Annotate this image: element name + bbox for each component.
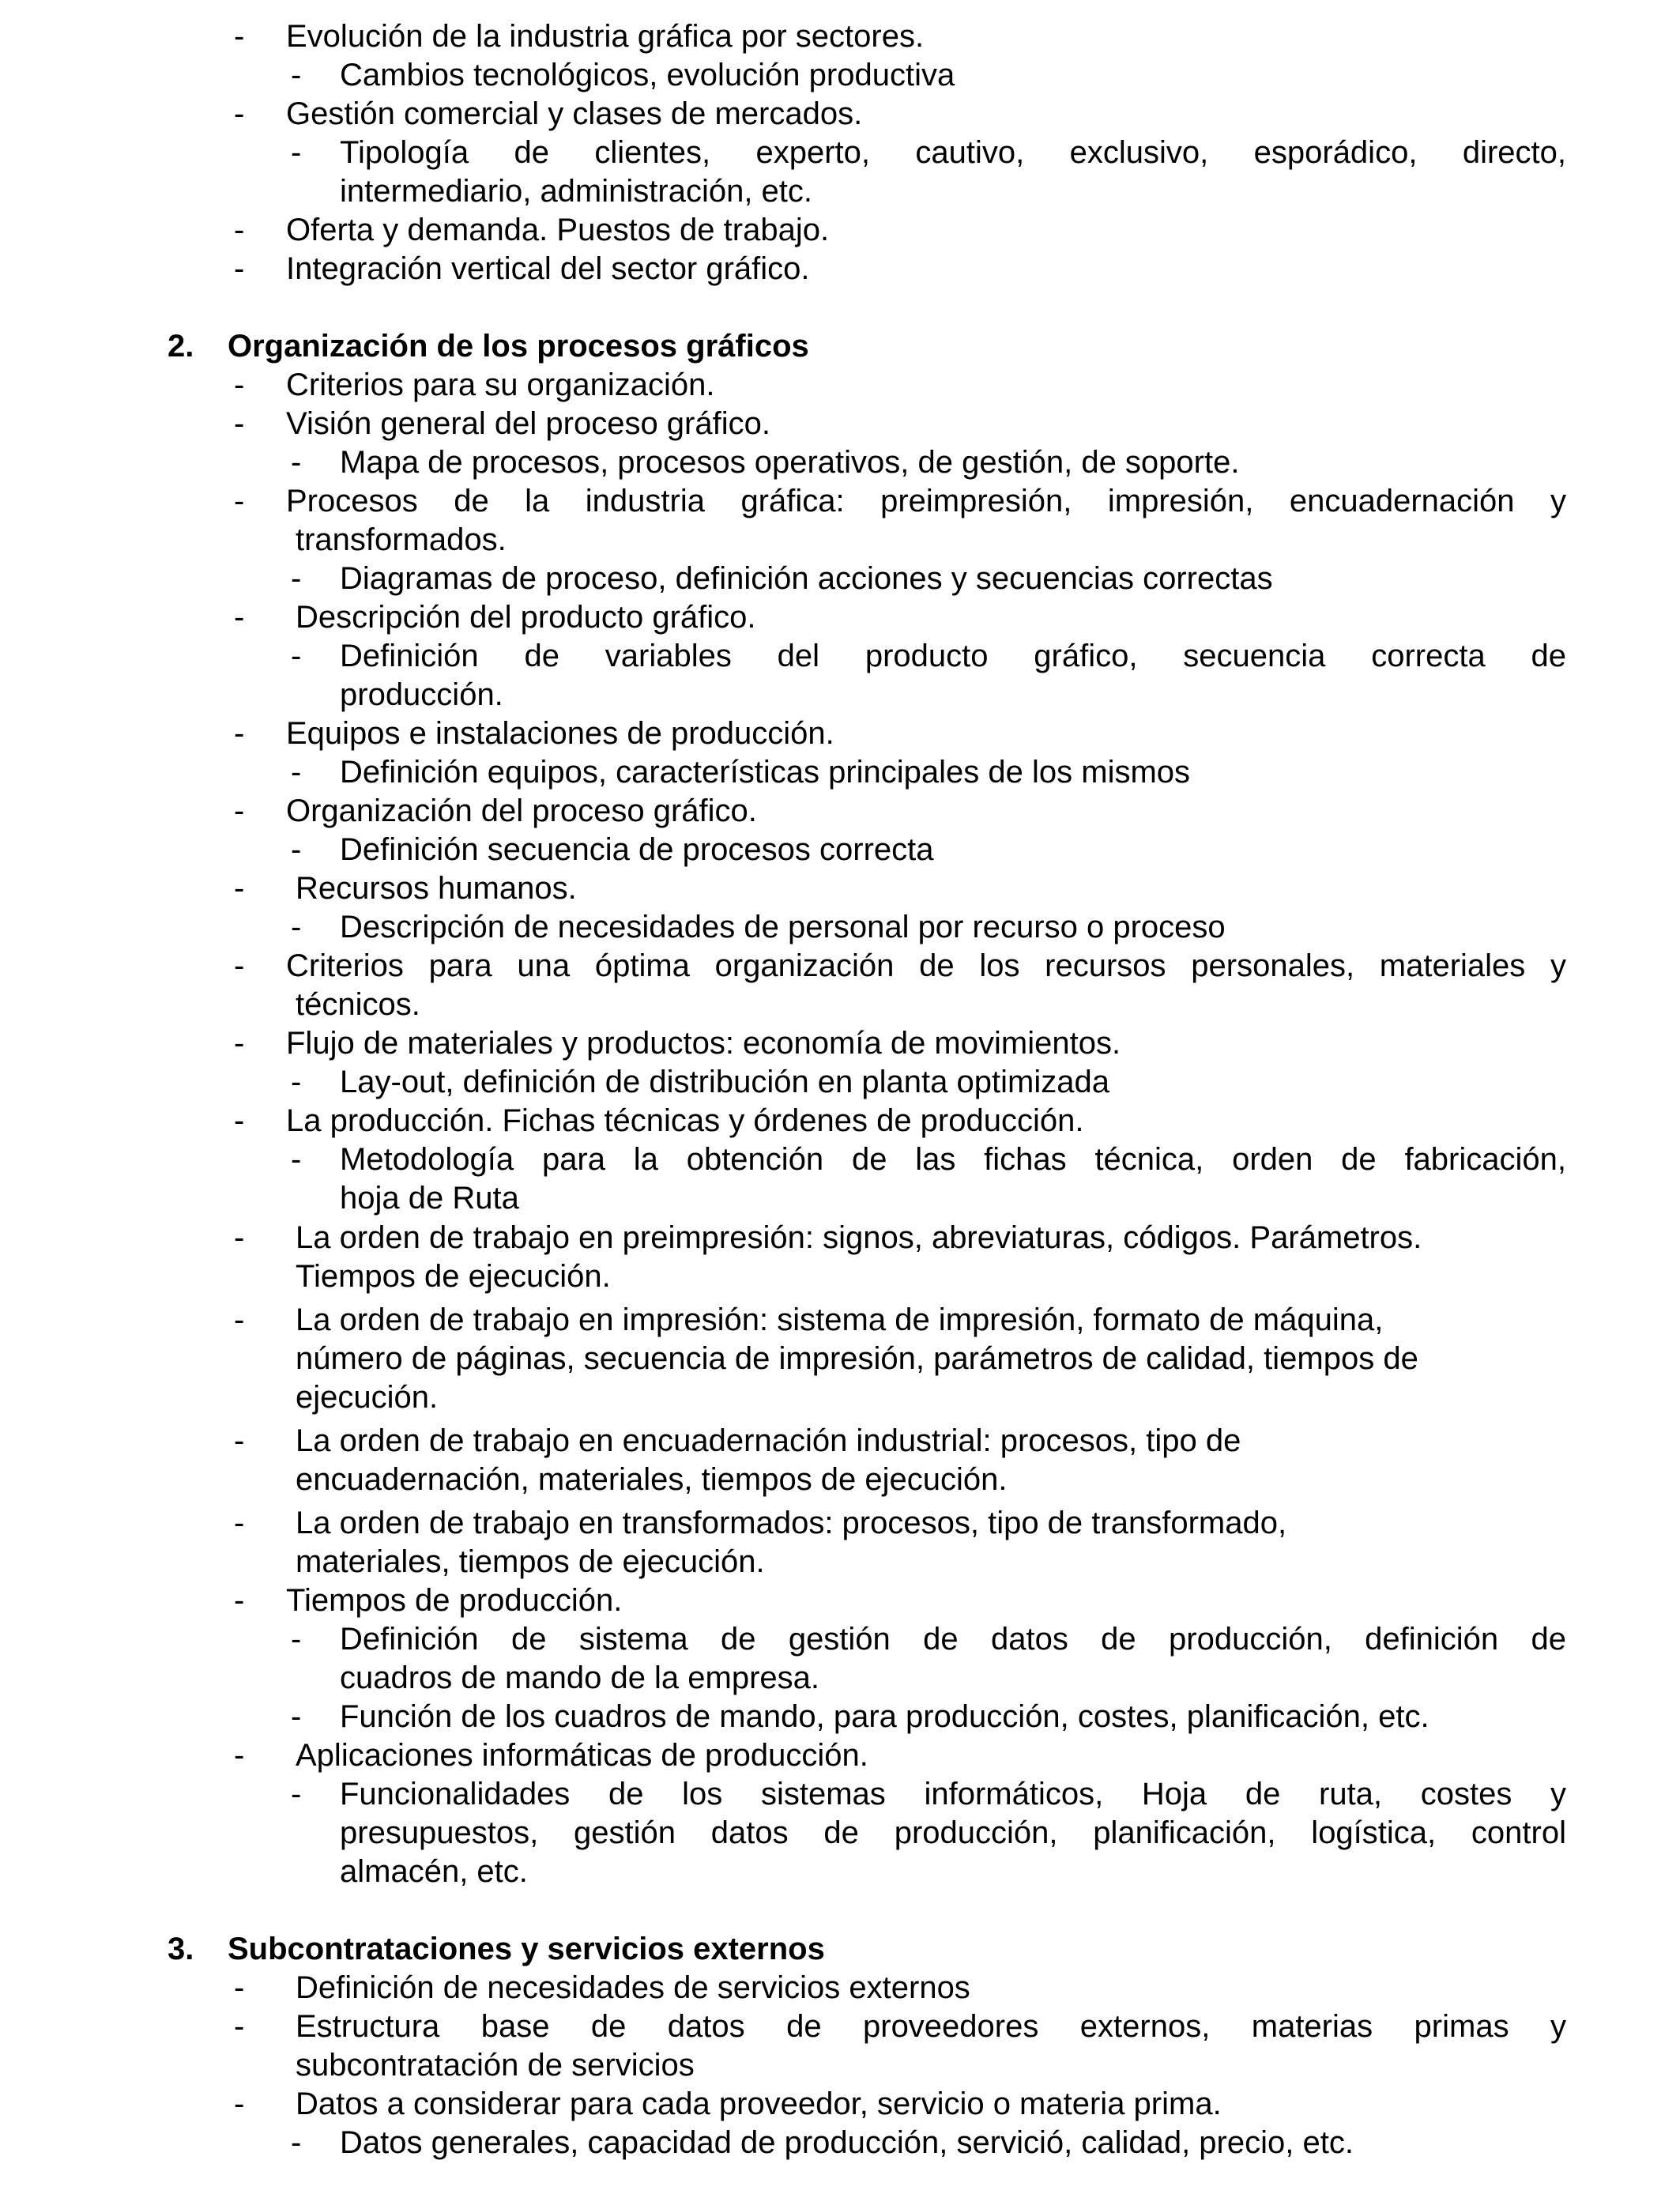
sub-bullet-continuation [0, 172, 1680, 211]
section-heading [0, 327, 1680, 366]
list-dash: - [234, 2009, 245, 2044]
section-title: Subcontrataciones y servicios externos [228, 1932, 825, 1966]
list-dash: - [234, 1506, 245, 1540]
section-heading [0, 1930, 1680, 1969]
line-text: producción. [340, 677, 503, 712]
line-text: Criterios para una óptima organización de los recursos personales, materiales y [286, 948, 1566, 983]
line-text: Cambios tecnológicos, evolución productiva [340, 58, 955, 92]
bullet-item [0, 792, 1680, 831]
section-number: 2. [168, 329, 194, 364]
sub-bullet-item [0, 908, 1680, 947]
list-dash: - [234, 871, 245, 906]
bullet-item [0, 95, 1680, 134]
sub-bullet-continuation [0, 1659, 1680, 1698]
line-text: Tipología de clientes, experto, cautivo, exclusivo, esporádico, directo, [340, 135, 1566, 170]
sub-bullet-item [0, 831, 1680, 869]
line-text: Aplicaciones informáticas de producción. [296, 1738, 868, 1773]
list-dash: - [291, 1622, 302, 1657]
line-text: Organización del proceso gráfico. [286, 794, 757, 828]
section-title: Organización de los procesos gráficos [228, 329, 809, 364]
line-text: La orden de trabajo en preimpresión: signos, abreviaturas, códigos. Parámetros. [296, 1220, 1422, 1255]
sub-bullet-continuation [0, 1853, 1680, 1891]
sub-bullet-item [0, 56, 1680, 95]
list-dash: - [291, 445, 302, 480]
bullet-item [0, 250, 1680, 288]
line-text: técnicos. [296, 987, 420, 1022]
line-text: Recursos humanos. [296, 871, 577, 906]
list-dash: - [291, 1699, 302, 1734]
list-dash: - [291, 135, 302, 170]
line-text: Definición de sistema de gestión de datos de producción, definición de [340, 1622, 1566, 1657]
line-text: Definición equipos, características principales de los mismos [340, 755, 1191, 790]
line-text: presupuestos, gestión datos de producción, planificación, logística, control [340, 1815, 1566, 1850]
section-number: 3. [168, 1932, 194, 1966]
line-text: Oferta y demanda. Puestos de trabajo. [286, 213, 830, 247]
line-text: Funcionalidades de los sistemas informáticos, Hoja de ruta, costes y [340, 1777, 1566, 1811]
sub-bullet-item [0, 1063, 1680, 1102]
line-text: cuadros de mando de la empresa. [340, 1661, 820, 1695]
bullet-item [0, 1969, 1680, 2007]
list-dash: - [234, 1583, 245, 1618]
line-text: Diagramas de proceso, definición acciones y secuencias correctas [340, 561, 1273, 596]
sub-bullet-item [0, 637, 1680, 676]
line-text: Definición de necesidades de servicios externos [296, 1970, 970, 2005]
line-text: Definición de variables del producto gráfico, secuencia correcta de [340, 639, 1566, 673]
line-text: Visión general del proceso gráfico. [286, 406, 770, 441]
bullet-item [0, 1219, 1680, 1257]
bullet-item [0, 2085, 1680, 2124]
list-dash: - [234, 1302, 245, 1337]
list-dash: - [234, 96, 245, 131]
sub-bullet-item [0, 1140, 1680, 1179]
line-text: Tiempos de producción. [286, 1583, 623, 1618]
bullet-continuation [0, 986, 1680, 1024]
sub-bullet-continuation [0, 1179, 1680, 1218]
list-dash: - [234, 1738, 245, 1773]
bullet-continuation [0, 1543, 1680, 1581]
list-dash: - [291, 832, 302, 867]
line-text: Evolución de la industria gráfica por sectores. [286, 19, 925, 54]
list-dash: - [234, 2087, 245, 2121]
line-text: Criterios para su organización. [286, 368, 715, 402]
line-text: intermediario, administración, etc. [340, 174, 813, 209]
bullet-item [0, 1301, 1680, 1340]
line-text: Procesos de la industria gráfica: preimpresión, impresión, encuadernación y [286, 484, 1566, 518]
sub-bullet-item [0, 1775, 1680, 1814]
list-dash: - [291, 910, 302, 944]
list-dash: - [234, 484, 245, 518]
sub-bullet-item [0, 134, 1680, 172]
bullet-continuation [0, 1340, 1680, 1378]
line-text: La orden de trabajo en impresión: sistema de impresión, formato de máquina, [296, 1302, 1384, 1337]
bullet-item [0, 482, 1680, 521]
line-text: ejecución. [296, 1380, 439, 1415]
bullet-item [0, 17, 1680, 56]
line-text: Lay-out, definición de distribución en planta optimizada [340, 1065, 1109, 1099]
list-dash: - [234, 406, 245, 441]
list-dash: - [234, 368, 245, 402]
list-dash: - [291, 1777, 302, 1811]
list-dash: - [234, 1103, 245, 1138]
list-dash: - [234, 1423, 245, 1458]
bullet-item [0, 598, 1680, 637]
sub-bullet-item [0, 2124, 1680, 2162]
bullet-continuation [0, 521, 1680, 560]
line-text: Integración vertical del sector gráfico. [286, 251, 810, 286]
line-text: subcontratación de servicios [296, 2048, 695, 2083]
list-dash: - [234, 948, 245, 983]
bullet-continuation [0, 1378, 1680, 1417]
sub-bullet-item [0, 1620, 1680, 1659]
line-text: La orden de trabajo en transformados: procesos, tipo de transformado, [296, 1506, 1287, 1540]
bullet-continuation [0, 2046, 1680, 2085]
line-text: Gestión comercial y clases de mercados. [286, 96, 863, 131]
line-text: Descripción del producto gráfico. [296, 600, 756, 635]
list-dash: - [291, 1142, 302, 1177]
list-dash: - [291, 2125, 302, 2160]
line-text: Equipos e instalaciones de producción. [286, 716, 834, 751]
line-text: Datos a considerar para cada proveedor, servicio o materia prima. [296, 2087, 1222, 2121]
bullet-item [0, 1024, 1680, 1063]
bullet-item [0, 714, 1680, 753]
list-dash: - [234, 716, 245, 751]
bullet-item [0, 366, 1680, 405]
list-dash: - [234, 1220, 245, 1255]
list-dash: - [291, 561, 302, 596]
bullet-item [0, 211, 1680, 250]
line-text: Tiempos de ejecución. [296, 1259, 611, 1294]
list-dash: - [234, 19, 245, 54]
sub-bullet-continuation [0, 1814, 1680, 1853]
line-text: Función de los cuadros de mando, para producción, costes, planificación, etc. [340, 1699, 1430, 1734]
line-text: materiales, tiempos de ejecución. [296, 1544, 765, 1579]
list-dash: - [291, 58, 302, 92]
bullet-continuation [0, 1461, 1680, 1499]
bullet-item [0, 405, 1680, 443]
line-text: Estructura base de datos de proveedores externos, materias primas y [296, 2009, 1566, 2044]
sub-bullet-item [0, 1698, 1680, 1736]
line-text: Flujo de materiales y productos: economía de movimientos. [286, 1026, 1121, 1061]
line-text: Descripción de necesidades de personal por recurso o proceso [340, 910, 1226, 944]
line-text: transformados. [296, 522, 507, 557]
list-dash: - [234, 1970, 245, 2005]
line-text: encuadernación, materiales, tiempos de ejecución. [296, 1462, 1008, 1497]
line-text: La orden de trabajo en encuadernación industrial: procesos, tipo de [296, 1423, 1241, 1458]
list-dash: - [234, 600, 245, 635]
list-dash: - [234, 1026, 245, 1061]
list-dash: - [234, 251, 245, 286]
bullet-item [0, 1102, 1680, 1140]
list-dash: - [291, 639, 302, 673]
bullet-item [0, 2007, 1680, 2046]
bullet-item [0, 1581, 1680, 1620]
bullet-item [0, 869, 1680, 908]
line-text: Mapa de procesos, procesos operativos, de gestión, de soporte. [340, 445, 1240, 480]
list-dash: - [291, 755, 302, 790]
line-text: Datos generales, capacidad de producción, servició, calidad, precio, etc. [340, 2125, 1354, 2160]
bullet-item [0, 1736, 1680, 1775]
line-text: Metodología para la obtención de las fichas técnica, orden de fabricación, [340, 1142, 1566, 1177]
line-text: La producción. Fichas técnicas y órdenes de producción. [286, 1103, 1084, 1138]
sub-bullet-item [0, 753, 1680, 792]
list-dash: - [291, 1065, 302, 1099]
sub-bullet-item [0, 560, 1680, 598]
bullet-continuation [0, 1257, 1680, 1296]
bullet-item [0, 947, 1680, 986]
line-text: hoja de Ruta [340, 1181, 519, 1216]
line-text: Definición secuencia de procesos correcta [340, 832, 934, 867]
sub-bullet-item [0, 443, 1680, 482]
list-dash: - [234, 794, 245, 828]
line-text: número de páginas, secuencia de impresión, parámetros de calidad, tiempos de [296, 1341, 1418, 1376]
bullet-item [0, 1422, 1680, 1461]
sub-bullet-continuation [0, 676, 1680, 714]
bullet-item [0, 1504, 1680, 1543]
line-text: almacén, etc. [340, 1854, 528, 1889]
list-dash: - [234, 213, 245, 247]
